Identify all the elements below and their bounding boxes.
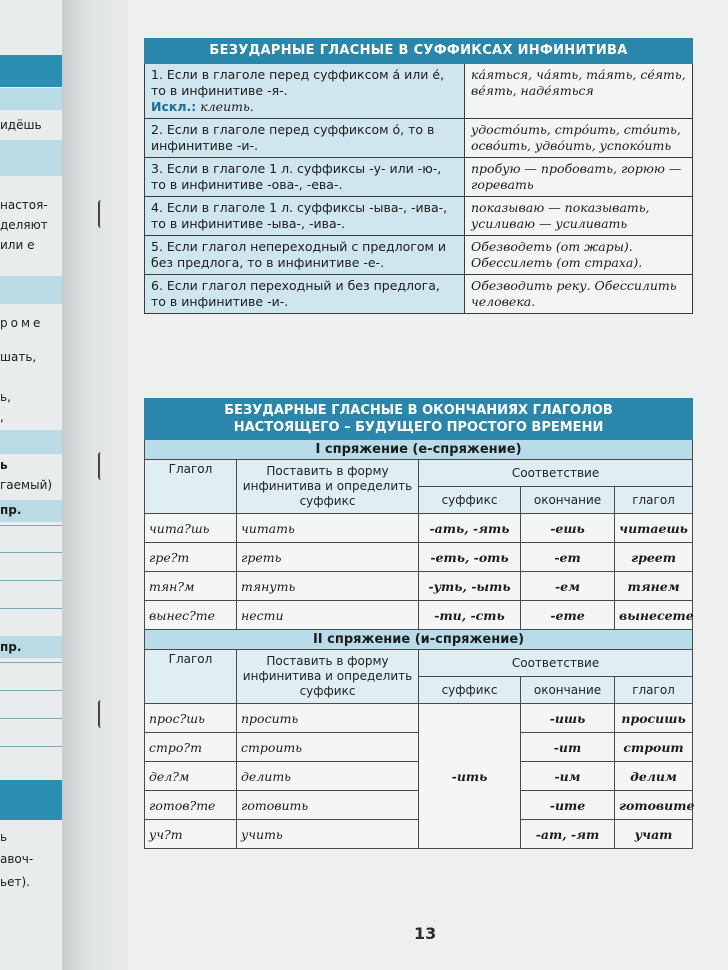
binding-stitch [98, 700, 105, 728]
left-text: ь, [0, 390, 11, 404]
infinitive-suffix-table [144, 38, 693, 314]
table-row [145, 275, 693, 314]
example-cell: Обезводить реку. Обессилить человека. [465, 275, 693, 314]
table-row [145, 514, 693, 543]
left-line [0, 746, 62, 747]
left-line [0, 690, 62, 691]
result-cell: читаешь [615, 514, 693, 543]
verb-cell: дел?м [145, 762, 237, 791]
rule-cell: 4. Если в глаголе 1 л. суффиксы -ыва-, -ива-, то в инфинитиве -ыва-, -ива-. [145, 197, 465, 236]
left-line [0, 552, 62, 553]
result-cell: вынесете [615, 601, 693, 630]
ending-cell: -ите [521, 791, 615, 820]
page-number: 13 [414, 924, 437, 943]
left-text: пр. [0, 640, 22, 654]
table-row [145, 64, 693, 119]
left-text: шать, [0, 350, 37, 364]
left-text: гаемый) [0, 478, 53, 492]
left-band [0, 430, 62, 454]
suffix-cell: -уть, -ыть [419, 572, 521, 601]
ending-cell: -ет [521, 543, 615, 572]
left-line [0, 662, 62, 663]
table-row [145, 119, 693, 158]
col-header-match: Соответствие [419, 650, 693, 677]
result-cell: учат [615, 820, 693, 849]
col-header-infinitive: Поставить в форму инфинитива и определить суффикс [237, 460, 419, 514]
ending-cell: -ишь [521, 704, 615, 733]
table-row [145, 704, 693, 733]
example-cell: удосто́ить, стро́ить, сто́ить, осво́ить, удво́ить, успоко́ить [465, 119, 693, 158]
left-text: , [0, 410, 4, 424]
col-header-suffix: суффикс [419, 487, 521, 514]
left-text: пр. [0, 503, 22, 517]
left-header-band [0, 55, 62, 87]
result-cell: готовите [615, 791, 693, 820]
rule-cell: 6. Если глагол переходный и без предлога, то в инфинитиве -и-. [145, 275, 465, 314]
col-header-ending: окончание [521, 677, 615, 704]
table-title [145, 399, 693, 440]
section-heading-2: II спряжение (и-спряжение) [145, 630, 693, 650]
table-row [145, 572, 693, 601]
example-cell: пробую — пробовать, горюю — горевать [465, 158, 693, 197]
left-text: деляют [0, 218, 48, 232]
ending-cell: -ешь [521, 514, 615, 543]
col-header-suffix: суффикс [419, 677, 521, 704]
rule-cell [145, 64, 465, 119]
infinitive-cell: просить [237, 704, 419, 733]
col-header-match: Соответствие [419, 460, 693, 487]
table-row [145, 601, 693, 630]
left-text: роме [0, 316, 44, 330]
ending-cell: -ат, -ят [521, 820, 615, 849]
exception-text: клеить. [200, 99, 254, 114]
ending-cell: -ем [521, 572, 615, 601]
left-band [0, 140, 62, 176]
col-header-result: глагол [615, 487, 693, 514]
table-title-line2: НАСТОЯЩЕГО – БУДУЩЕГО ПРОСТОГО ВРЕМЕНИ [233, 420, 604, 435]
binding-stitch [98, 452, 105, 480]
table-row [145, 197, 693, 236]
left-line [0, 525, 62, 526]
left-text: авоч- [0, 852, 34, 866]
col-header-infinitive: Поставить в форму инфинитива и определить суффикс [237, 650, 419, 704]
left-band [0, 276, 62, 304]
ending-cell: -ит [521, 733, 615, 762]
table-title: БЕЗУДАРНЫЕ ГЛАСНЫЕ В СУФФИКСАХ ИНФИНИТИВА [145, 39, 693, 64]
col-header-verb: Глагол [145, 460, 237, 514]
suffix-cell: -еть, -оть [419, 543, 521, 572]
infinitive-cell: греть [237, 543, 419, 572]
binding-stitch [98, 200, 105, 228]
ending-cell: -им [521, 762, 615, 791]
rule-cell: 3. Если в глаголе 1 л. суффиксы -у- или -ю-, то в инфинитиве -ова-, -ева-. [145, 158, 465, 197]
infinitive-cell: нести [237, 601, 419, 630]
left-band [0, 88, 62, 110]
left-text: ь [0, 830, 8, 844]
section-heading-1: I спряжение (е-спряжение) [145, 440, 693, 460]
verb-endings-table [144, 398, 693, 849]
exception-label: Искл.: [151, 99, 197, 114]
example-cell: Обезводеть (от жары). Обессилеть (от страха). [465, 236, 693, 275]
verb-cell: прос?шь [145, 704, 237, 733]
example-cell: показываю — показывать, усиливаю — усиливать [465, 197, 693, 236]
left-text: настоя- [0, 198, 48, 212]
verb-cell: уч?т [145, 820, 237, 849]
suffix-cell: -ать, -ять [419, 514, 521, 543]
left-band [0, 780, 62, 820]
suffix-cell: -ить [419, 704, 521, 849]
left-line [0, 580, 62, 581]
table-row [145, 158, 693, 197]
left-line [0, 608, 62, 609]
result-cell: строит [615, 733, 693, 762]
book-gutter [62, 0, 128, 970]
verb-cell: гре?т [145, 543, 237, 572]
verb-cell: готов?те [145, 791, 237, 820]
col-header-result: глагол [615, 677, 693, 704]
result-cell: греет [615, 543, 693, 572]
rule-cell: 5. Если глагол непереходный с предлогом и без предлога, то в инфинитиве -е-. [145, 236, 465, 275]
infinitive-cell: делить [237, 762, 419, 791]
table-row [145, 543, 693, 572]
infinitive-cell: учить [237, 820, 419, 849]
infinitive-cell: готовить [237, 791, 419, 820]
left-line [0, 718, 62, 719]
rule-text: 1. Если в глаголе перед суффиксом а́ или е́, то в инфинитиве -я-. [151, 67, 445, 98]
left-text: идёшь [0, 118, 42, 132]
left-text: ь [0, 458, 8, 472]
left-text: или е [0, 238, 35, 252]
table-title-line1: БЕЗУДАРНЫЕ ГЛАСНЫЕ В ОКОНЧАНИЯХ ГЛАГОЛОВ [224, 403, 613, 418]
col-header-verb: Глагол [145, 650, 237, 704]
left-text: ьет). [0, 875, 30, 889]
example-cell: ка́яться, ча́ять, та́ять, се́ять, ве́ять, наде́яться [465, 64, 693, 119]
left-page-fragment [0, 0, 63, 970]
rule-cell: 2. Если в глаголе перед суффиксом о́, то в инфинитиве -и-. [145, 119, 465, 158]
ending-cell: -ете [521, 601, 615, 630]
infinitive-cell: строить [237, 733, 419, 762]
table-row [145, 236, 693, 275]
verb-cell: вынес?те [145, 601, 237, 630]
infinitive-cell: тянуть [237, 572, 419, 601]
infinitive-cell: читать [237, 514, 419, 543]
verb-cell: стро?т [145, 733, 237, 762]
result-cell: тянем [615, 572, 693, 601]
suffix-cell: -ти, -сть [419, 601, 521, 630]
verb-cell: чита?шь [145, 514, 237, 543]
result-cell: просишь [615, 704, 693, 733]
verb-cell: тян?м [145, 572, 237, 601]
col-header-ending: окончание [521, 487, 615, 514]
result-cell: делим [615, 762, 693, 791]
